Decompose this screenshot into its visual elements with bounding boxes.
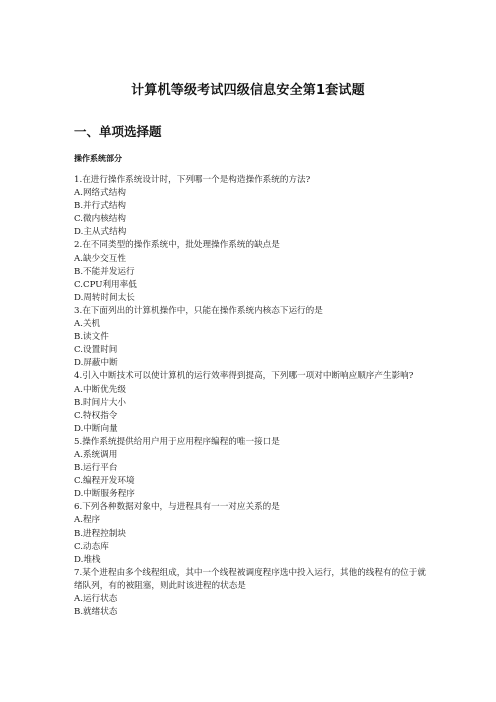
subsection-heading: 操作系统部分 (74, 154, 122, 163)
answer-option: C.微内核结构 (74, 214, 126, 225)
answer-option: A.缺少交互性 (74, 253, 126, 264)
question-list (74, 174, 434, 619)
answer-option: B.时间片大小 (74, 397, 127, 408)
answer-option: B.读文件 (74, 332, 109, 343)
answer-option: D.堆栈 (74, 554, 101, 565)
answer-option: A.中断优先级 (74, 384, 126, 395)
question-text: 3.在下面列出的计算机操作中，只能在操作系统内核态下运行的是 (74, 305, 323, 316)
answer-option: C.设置时间 (74, 345, 118, 356)
answer-option: D.中断向量 (74, 423, 118, 434)
question-text: 2.在不同类型的操作系统中，批处理操作系统的缺点是 (74, 240, 280, 251)
answer-option: A.网络式结构 (74, 188, 126, 199)
answer-option: D.周转时间太长 (74, 292, 135, 303)
question-text: 5.操作系统提供给用户用于应用程序编程的唯一接口是 (74, 436, 280, 447)
section-heading: 一、单项选择题 (74, 124, 162, 139)
question-text: 1.在进行操作系统设计时，下列哪一个是构造操作系统的方法? (74, 175, 311, 185)
answer-option: B.并行式结构 (74, 201, 127, 212)
answer-option: B.就绪状态 (74, 607, 118, 618)
answer-option: C.CPU利用率低 (74, 279, 137, 290)
answer-option: B.不能并发运行 (74, 266, 135, 277)
question-text: 6.下列各种数据对象中，与进程具有一一对应关系的是 (74, 502, 280, 513)
answer-option: C.动态库 (74, 541, 109, 552)
question-text: 7.某个进程由多个线程组成，其中一个线程被调度程序选中投入运行，其他的线程有的位于就绪队列，有的被阻塞，则此时该进程的状态是 (74, 567, 426, 591)
answer-option: D.主从式结构 (74, 227, 127, 238)
answer-option: A.关机 (74, 319, 101, 330)
question-text: 4.引入中断技术可以使计算机的运行效率得到提高，下列哪一项对中断响应顺序产生影响? (74, 371, 414, 382)
answer-option: D.中断服务程序 (74, 489, 135, 500)
answer-option: A.程序 (74, 515, 101, 526)
answer-option: A.运行状态 (74, 594, 118, 604)
answer-option: B.运行平台 (74, 463, 118, 474)
answer-option: B.进程控制块 (74, 528, 127, 539)
answer-option: D.屏蔽中断 (74, 358, 118, 369)
answer-option: C.编程开发环境 (74, 476, 135, 487)
answer-option: C.特权指令 (74, 410, 118, 421)
document-title: 计算机等级考试四级信息安全第1套试题 (131, 83, 365, 98)
answer-option: A.系统调用 (74, 449, 118, 460)
